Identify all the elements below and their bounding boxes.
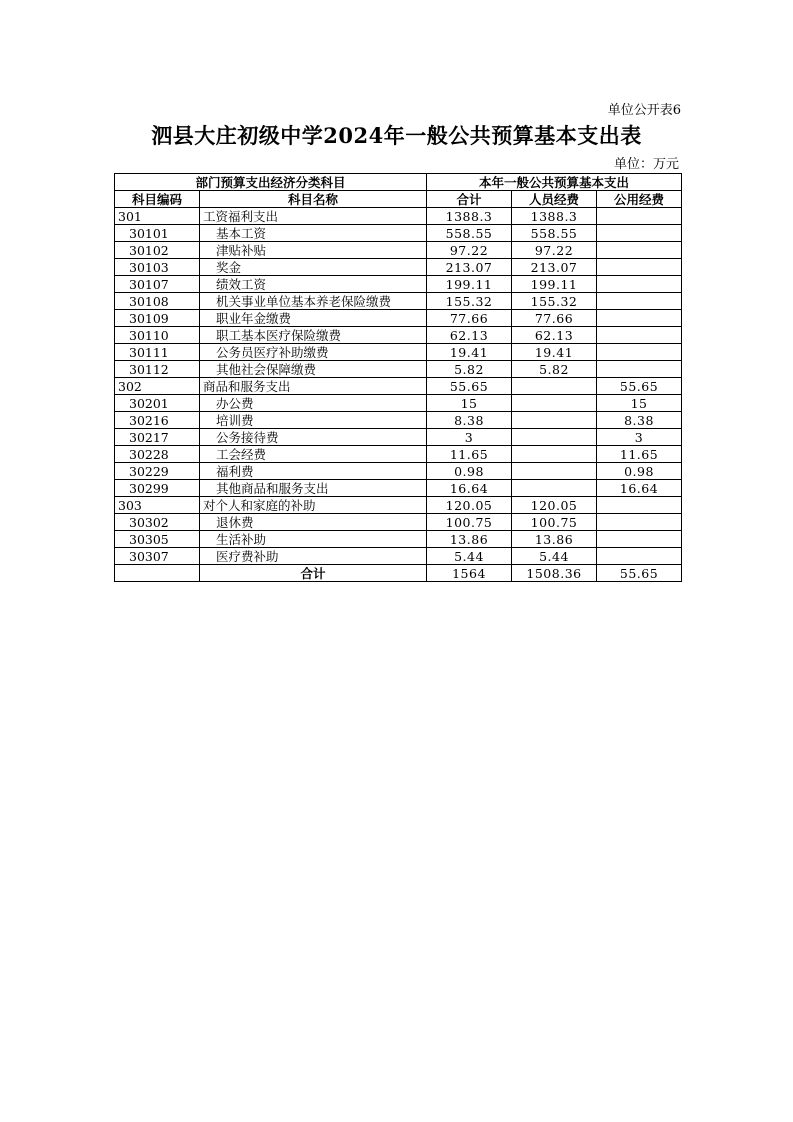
row-public (597, 497, 682, 514)
row-total: 5.82 (427, 361, 512, 378)
row-personnel (512, 429, 597, 446)
row-code: 30108 (115, 293, 200, 310)
row-public (597, 361, 682, 378)
row-personnel: 1388.3 (512, 208, 597, 225)
row-name: 工会经费 (200, 446, 427, 463)
row-total: 55.65 (427, 378, 512, 395)
row-total: 8.38 (427, 412, 512, 429)
table-body (115, 208, 682, 565)
row-public: 11.65 (597, 446, 682, 463)
row-total: 558.55 (427, 225, 512, 242)
row-public (597, 242, 682, 259)
table-row (115, 276, 682, 293)
table-row (115, 480, 682, 497)
row-total: 97.22 (427, 242, 512, 259)
row-personnel: 213.07 (512, 259, 597, 276)
row-code: 303 (115, 497, 200, 514)
row-name: 工资福利支出 (200, 208, 427, 225)
row-total: 3 (427, 429, 512, 446)
unit-label: 单位：万元 (613, 157, 679, 172)
total-public: 55.65 (597, 565, 682, 582)
table-row (115, 208, 682, 225)
row-personnel (512, 446, 597, 463)
row-code: 30307 (115, 548, 200, 565)
row-public: 16.64 (597, 480, 682, 497)
row-name: 奖金 (200, 259, 427, 276)
table-row (115, 514, 682, 531)
row-name: 职业年金缴费 (200, 310, 427, 327)
row-name: 绩效工资 (200, 276, 427, 293)
row-code: 30228 (115, 446, 200, 463)
row-code: 30111 (115, 344, 200, 361)
row-public (597, 514, 682, 531)
row-code: 30109 (115, 310, 200, 327)
row-personnel: 97.22 (512, 242, 597, 259)
row-personnel: 199.11 (512, 276, 597, 293)
row-personnel: 62.13 (512, 327, 597, 344)
row-code: 30217 (115, 429, 200, 446)
row-name: 生活补助 (200, 531, 427, 548)
row-total: 13.86 (427, 531, 512, 548)
header-name: 科目名称 (200, 191, 427, 208)
table-row (115, 293, 682, 310)
row-personnel: 13.86 (512, 531, 597, 548)
row-name: 其他社会保障缴费 (200, 361, 427, 378)
row-total: 62.13 (427, 327, 512, 344)
row-name: 职工基本医疗保险缴费 (200, 327, 427, 344)
total-label: 合计 (200, 565, 427, 582)
row-personnel: 77.66 (512, 310, 597, 327)
row-code: 30305 (115, 531, 200, 548)
row-personnel (512, 480, 597, 497)
row-code: 30201 (115, 395, 200, 412)
header-group-right: 本年一般公共预算基本支出 (427, 174, 682, 191)
row-personnel: 5.44 (512, 548, 597, 565)
table-row (115, 548, 682, 565)
row-public (597, 548, 682, 565)
row-public: 8.38 (597, 412, 682, 429)
row-code: 30102 (115, 242, 200, 259)
row-name: 机关事业单位基本养老保险缴费 (200, 293, 427, 310)
table-row (115, 429, 682, 446)
row-personnel: 120.05 (512, 497, 597, 514)
row-total: 5.44 (427, 548, 512, 565)
row-personnel: 155.32 (512, 293, 597, 310)
row-personnel: 19.41 (512, 344, 597, 361)
row-code: 30110 (115, 327, 200, 344)
row-public: 55.65 (597, 378, 682, 395)
row-code: 30112 (115, 361, 200, 378)
table-row (115, 463, 682, 480)
row-personnel (512, 378, 597, 395)
row-public (597, 225, 682, 242)
table-row (115, 378, 682, 395)
row-name: 对个人和家庭的补助 (200, 497, 427, 514)
header-personnel: 人员经费 (512, 191, 597, 208)
row-total: 199.11 (427, 276, 512, 293)
row-personnel: 100.75 (512, 514, 597, 531)
table-row (115, 242, 682, 259)
budget-table (114, 173, 682, 582)
row-code: 30302 (115, 514, 200, 531)
row-total: 155.32 (427, 293, 512, 310)
row-public (597, 208, 682, 225)
row-code: 30101 (115, 225, 200, 242)
row-total: 120.05 (427, 497, 512, 514)
row-name: 商品和服务支出 (200, 378, 427, 395)
header-group-row (115, 174, 682, 191)
row-code: 30103 (115, 259, 200, 276)
row-total: 100.75 (427, 514, 512, 531)
header-column-row (115, 191, 682, 208)
total-sum: 1564 (427, 565, 512, 582)
row-name: 医疗费补助 (200, 548, 427, 565)
row-public (597, 344, 682, 361)
table-row (115, 531, 682, 548)
row-code: 30216 (115, 412, 200, 429)
row-public (597, 276, 682, 293)
row-name: 津贴补贴 (200, 242, 427, 259)
row-personnel: 558.55 (512, 225, 597, 242)
page-title: 泗县大庄初级中学2024年一般公共预算基本支出表 (151, 123, 642, 148)
row-name: 退休费 (200, 514, 427, 531)
header-public: 公用经费 (597, 191, 682, 208)
row-personnel (512, 395, 597, 412)
total-empty-cell (115, 565, 200, 582)
table-row (115, 310, 682, 327)
row-code: 30107 (115, 276, 200, 293)
row-total: 11.65 (427, 446, 512, 463)
header-total: 合计 (427, 191, 512, 208)
row-public: 3 (597, 429, 682, 446)
table-row (115, 259, 682, 276)
table-row (115, 327, 682, 344)
table-row (115, 361, 682, 378)
row-name: 公务员医疗补助缴费 (200, 344, 427, 361)
row-total: 1388.3 (427, 208, 512, 225)
table-row (115, 412, 682, 429)
row-personnel (512, 412, 597, 429)
header-group-left: 部门预算支出经济分类科目 (115, 174, 427, 191)
row-public: 0.98 (597, 463, 682, 480)
row-total: 213.07 (427, 259, 512, 276)
row-public (597, 531, 682, 548)
table-row (115, 344, 682, 361)
row-total: 0.98 (427, 463, 512, 480)
row-total: 15 (427, 395, 512, 412)
row-name: 其他商品和服务支出 (200, 480, 427, 497)
row-public (597, 327, 682, 344)
row-name: 福利费 (200, 463, 427, 480)
row-public (597, 293, 682, 310)
row-total: 77.66 (427, 310, 512, 327)
row-total: 16.64 (427, 480, 512, 497)
row-personnel: 5.82 (512, 361, 597, 378)
row-public: 15 (597, 395, 682, 412)
header-code: 科目编码 (115, 191, 200, 208)
table-row (115, 497, 682, 514)
row-public (597, 259, 682, 276)
row-name: 培训费 (200, 412, 427, 429)
table-row (115, 446, 682, 463)
table-row (115, 225, 682, 242)
total-row (115, 565, 682, 582)
row-name: 公务接待费 (200, 429, 427, 446)
table-row (115, 395, 682, 412)
total-personnel: 1508.36 (512, 565, 597, 582)
row-name: 办公费 (200, 395, 427, 412)
row-public (597, 310, 682, 327)
document-label: 单位公开表6 (607, 103, 681, 118)
row-code: 302 (115, 378, 200, 395)
row-code: 30299 (115, 480, 200, 497)
row-code: 30229 (115, 463, 200, 480)
row-name: 基本工资 (200, 225, 427, 242)
row-code: 301 (115, 208, 200, 225)
row-personnel (512, 463, 597, 480)
row-total: 19.41 (427, 344, 512, 361)
